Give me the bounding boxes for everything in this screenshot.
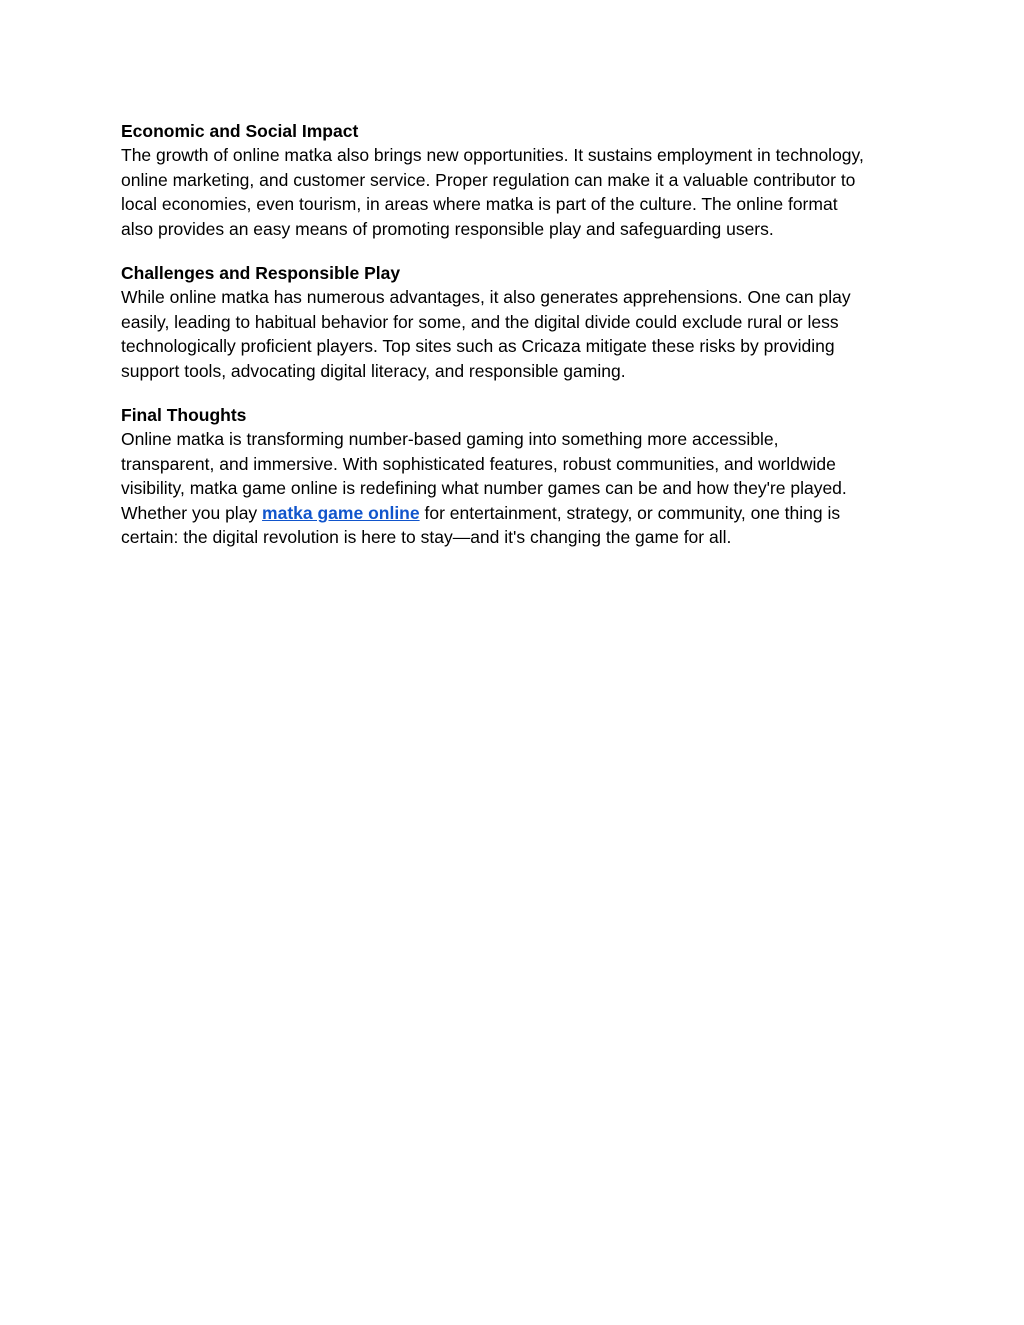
paragraph-line: easily, leading to habitual behavior for some, and the digital divide could exclude rural or less (121, 311, 839, 332)
paragraph-line: certain: the digital revolution is here to stay—and it's changing the game for all. (121, 527, 732, 548)
paragraph-line: transparent, and immersive. With sophisticated features, robust communities, and worldwide (121, 453, 836, 474)
paragraph-line: support tools, advocating digital literacy, and responsible gaming. (121, 360, 626, 381)
paragraph-line: Online matka is transforming number-based gaming into something more accessible, (121, 429, 779, 450)
paragraph-line-with-link (121, 501, 921, 525)
document-page (121, 119, 921, 570)
section-heading: Final Thoughts (121, 405, 247, 426)
paragraph-line: The growth of online matka also brings new opportunities. It sustains employment in technology, (121, 145, 864, 166)
section-economic-social-impact (121, 119, 921, 241)
paragraph-line: local economies, even tourism, in areas where matka is part of the culture. The online format (121, 194, 838, 215)
section-heading: Challenges and Responsible Play (121, 263, 401, 284)
link-line-prefix: Whether you play (121, 502, 263, 523)
paragraph-line: visibility, matka game online is redefining what number games can be and how they're played. (121, 478, 847, 499)
link-line-suffix: for entertainment, strategy, or community, one thing is (419, 502, 841, 523)
paragraph-line: also provides an easy means of promoting responsible play and safeguarding users. (121, 218, 774, 239)
paragraph-line: While online matka has numerous advantages, it also generates apprehensions. One can play (121, 287, 851, 308)
paragraph-line: technologically proficient players. Top sites such as Cricaza mitigate these risks by providing (121, 336, 835, 357)
section-final-thoughts (121, 403, 921, 549)
section-heading: Economic and Social Impact (121, 121, 359, 141)
paragraph-line: online marketing, and customer service. Proper regulation can make it a valuable contributor to (121, 169, 856, 190)
section-challenges-responsible-play (121, 261, 921, 383)
matka-game-online-link[interactable]: matka game online (262, 502, 420, 523)
